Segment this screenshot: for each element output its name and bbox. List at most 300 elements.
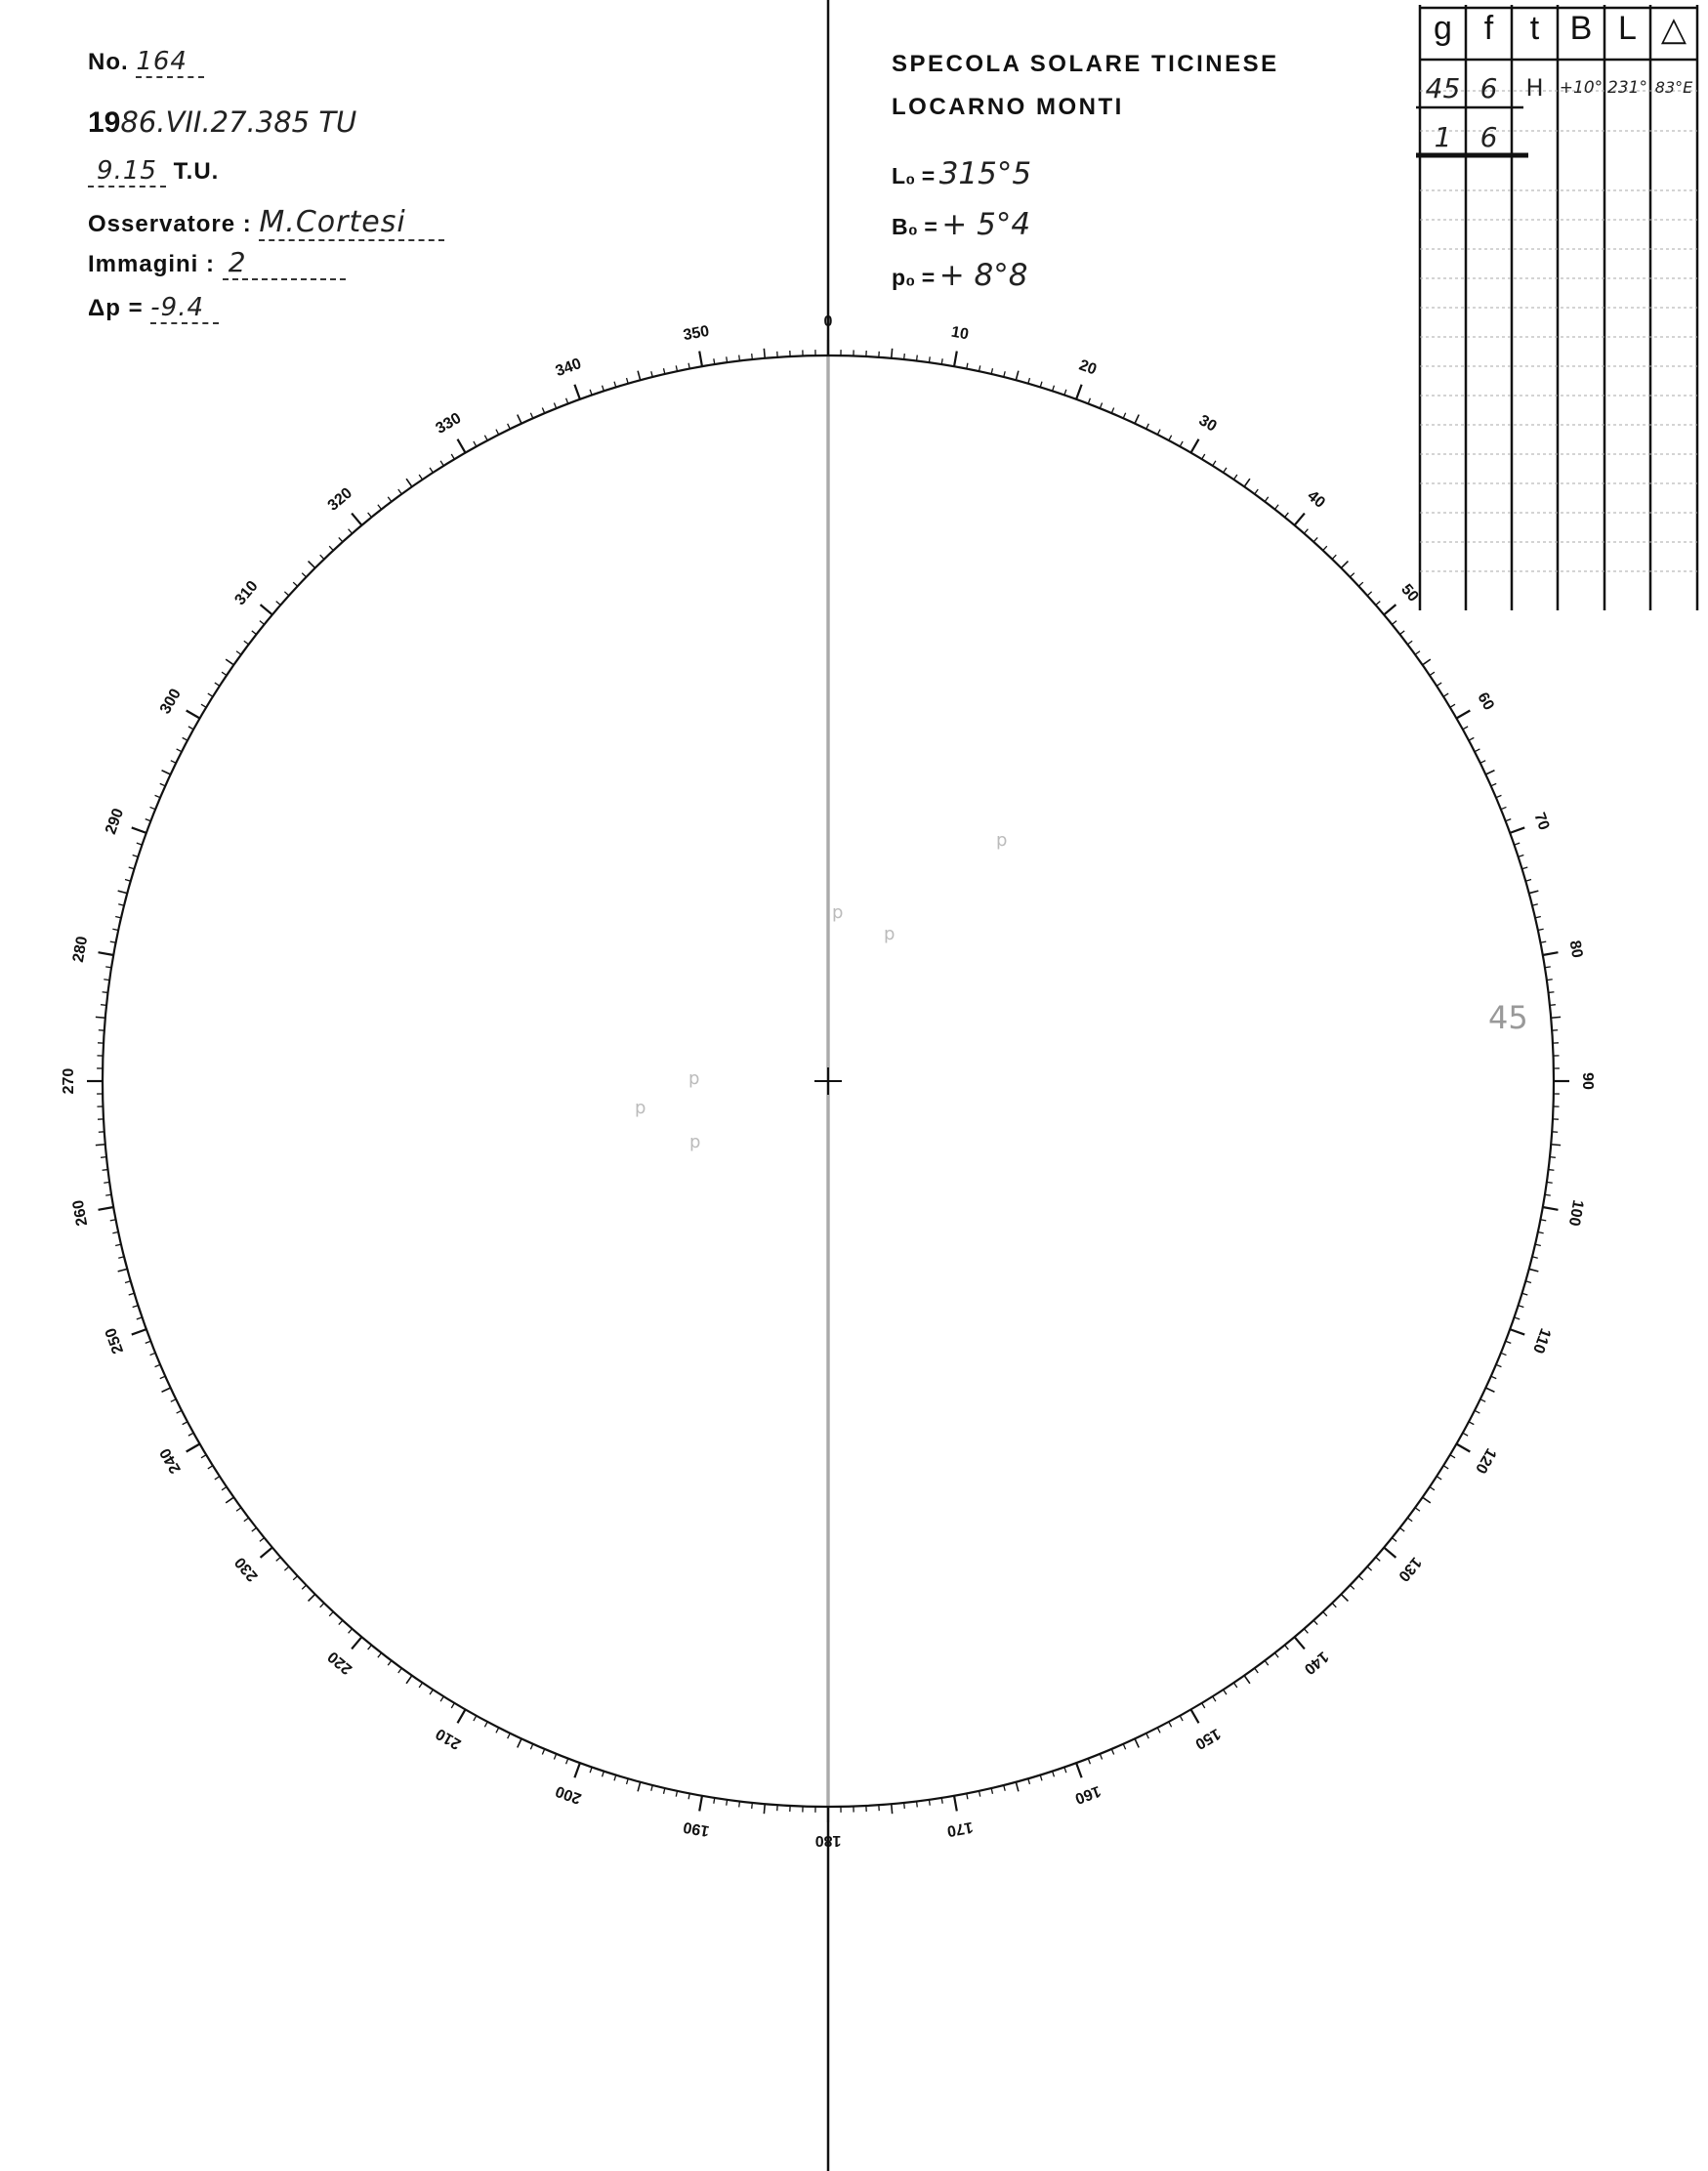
tick-328	[440, 461, 443, 466]
cell-r1-l: 231°	[1607, 78, 1647, 98]
tick-116	[1480, 1399, 1485, 1402]
tick-318	[339, 537, 343, 541]
tick-54	[1415, 651, 1420, 655]
tick-220	[352, 1637, 361, 1649]
tick-172	[929, 1800, 930, 1806]
degree-label-30: 30	[1195, 412, 1220, 436]
degree-label-90: 90	[1578, 1072, 1596, 1090]
tick-200	[574, 1763, 579, 1777]
tick-280	[99, 952, 114, 955]
col-header-b: B	[1569, 10, 1593, 47]
degree-label-0: 0	[823, 313, 833, 331]
tick-197	[614, 1775, 616, 1781]
tick-355	[764, 349, 765, 358]
cell-r2-f: 6	[1479, 121, 1498, 153]
tick-71	[1515, 843, 1521, 845]
spot-mark-3: p	[688, 1068, 700, 1089]
tick-81	[1545, 967, 1551, 968]
p0-value: + 8°8	[938, 258, 1028, 293]
tick-13	[991, 368, 992, 374]
tick-323	[388, 497, 392, 502]
tick-72	[1519, 856, 1524, 857]
tick-306	[236, 651, 241, 655]
tick-250	[132, 1329, 146, 1334]
tick-322	[378, 505, 382, 510]
tick-335	[518, 415, 521, 424]
tick-175	[892, 1804, 893, 1814]
tick-110	[1510, 1329, 1524, 1334]
tick-301	[201, 704, 206, 707]
tick-330	[458, 439, 466, 453]
degree-label-230: 230	[231, 1553, 262, 1585]
tick-287	[129, 867, 135, 869]
delta-p-value: -9.4	[150, 293, 219, 324]
tick-265	[96, 1145, 105, 1146]
tick-235	[226, 1497, 233, 1503]
spot-mark-4: p	[635, 1098, 646, 1118]
tick-336	[530, 413, 532, 418]
tick-63	[1475, 749, 1479, 752]
tick-52	[1399, 631, 1404, 635]
spot-mark-0: p	[996, 830, 1008, 851]
tick-60	[1456, 711, 1470, 719]
spot-mark-1: p	[832, 902, 844, 923]
degree-label-290: 290	[103, 806, 128, 837]
tick-347	[664, 368, 665, 374]
tick-196	[627, 1778, 629, 1784]
tick-290	[132, 827, 146, 832]
l0-label: L₀ =	[892, 163, 936, 188]
tick-83	[1548, 992, 1554, 993]
tick-7	[917, 355, 918, 361]
tick-141	[1285, 1645, 1289, 1649]
tick-68	[1501, 807, 1507, 809]
tick-140	[1295, 1637, 1305, 1649]
degree-label-270: 270	[61, 1067, 78, 1095]
tick-339	[566, 398, 568, 404]
cell-r1-t: H	[1525, 74, 1544, 102]
tick-228	[284, 1566, 288, 1570]
tick-161	[1064, 1768, 1066, 1774]
tick-230	[261, 1548, 272, 1558]
tick-53	[1407, 641, 1412, 645]
observer-label: Osservatore :	[88, 211, 252, 237]
tick-113	[1496, 1364, 1502, 1366]
tick-17	[1040, 382, 1042, 388]
tick-331	[474, 441, 477, 446]
tick-41	[1304, 529, 1308, 534]
tick-210	[458, 1709, 466, 1723]
tick-199	[590, 1768, 592, 1774]
tick-251	[137, 1317, 143, 1319]
b0-value: + 5°4	[941, 207, 1031, 242]
tick-163	[1040, 1775, 1042, 1781]
cell-r1-delta: 83°E	[1654, 78, 1693, 97]
tick-310	[261, 605, 272, 614]
spot-mark-5: p	[689, 1132, 701, 1152]
tick-314	[302, 573, 306, 577]
tick-316	[320, 555, 324, 559]
tick-25	[1135, 415, 1139, 424]
degree-label-40: 40	[1304, 487, 1328, 512]
tick-160	[1076, 1763, 1081, 1777]
tick-148	[1213, 1696, 1216, 1701]
tick-121	[1450, 1455, 1455, 1458]
observer-value: M.Cortesi	[259, 205, 444, 241]
tick-103	[1535, 1244, 1541, 1245]
tick-151	[1180, 1716, 1183, 1721]
tick-340	[574, 385, 579, 399]
tick-291	[146, 819, 151, 821]
tick-321	[368, 513, 372, 518]
tick-296	[171, 761, 176, 764]
tick-58	[1443, 693, 1448, 696]
tick-346	[651, 371, 652, 377]
tick-165	[1016, 1782, 1019, 1792]
tick-232	[252, 1527, 257, 1531]
tick-144	[1255, 1668, 1259, 1673]
tick-219	[368, 1645, 372, 1649]
degree-label-250: 250	[103, 1325, 128, 1357]
tick-135	[1341, 1594, 1348, 1601]
tick-325	[406, 479, 412, 486]
tick-302	[208, 693, 213, 696]
tick-57	[1437, 683, 1441, 686]
degree-label-20: 20	[1076, 356, 1100, 379]
tick-75	[1529, 891, 1539, 894]
tick-341	[590, 390, 592, 396]
tick-16	[1028, 378, 1030, 384]
tick-128	[1399, 1527, 1404, 1531]
tick-195	[638, 1782, 641, 1792]
tick-313	[293, 582, 297, 586]
tick-96	[1550, 1157, 1556, 1158]
tick-188	[727, 1800, 728, 1806]
tick-126	[1415, 1508, 1420, 1512]
tick-27	[1157, 430, 1160, 435]
tick-334	[508, 424, 511, 429]
col-header-f: f	[1483, 10, 1494, 47]
tick-190	[699, 1796, 702, 1812]
tick-284	[118, 904, 124, 905]
tick-154	[1146, 1733, 1149, 1738]
degree-label-220: 220	[324, 1648, 356, 1678]
tick-244	[171, 1399, 176, 1402]
degree-label-340: 340	[553, 355, 584, 381]
tick-67	[1496, 795, 1502, 797]
tick-146	[1233, 1683, 1236, 1688]
tick-286	[125, 880, 131, 882]
tick-39	[1285, 513, 1289, 518]
tick-33	[1224, 468, 1227, 473]
tick-45	[1341, 562, 1348, 568]
tick-28	[1169, 436, 1172, 440]
tick-65	[1485, 771, 1494, 774]
tick-56	[1430, 672, 1435, 675]
tick-69	[1506, 819, 1512, 821]
tick-125	[1423, 1497, 1431, 1503]
tick-10	[954, 352, 957, 367]
degree-label-350: 350	[682, 322, 711, 345]
degree-label-330: 330	[433, 409, 465, 438]
tick-137	[1323, 1611, 1327, 1615]
tick-186	[752, 1803, 753, 1809]
degree-label-300: 300	[156, 686, 185, 718]
tick-255	[118, 1269, 128, 1272]
tick-324	[398, 489, 402, 494]
tick-252	[133, 1306, 139, 1308]
tick-241	[188, 1433, 193, 1436]
tick-107	[1522, 1293, 1528, 1295]
tick-189	[714, 1798, 715, 1804]
tick-262	[104, 1182, 109, 1183]
tick-278	[104, 980, 109, 981]
tick-26	[1146, 424, 1149, 429]
col-header-g: g	[1434, 10, 1452, 47]
tick-221	[349, 1629, 353, 1634]
tick-97	[1548, 1170, 1554, 1171]
tick-256	[118, 1257, 124, 1258]
tick-122	[1443, 1466, 1448, 1469]
tick-104	[1532, 1257, 1538, 1258]
tick-275	[96, 1017, 105, 1018]
tick-333	[496, 430, 499, 435]
tick-157	[1111, 1749, 1113, 1755]
degree-label-200: 200	[553, 1781, 584, 1807]
tick-212	[440, 1696, 443, 1701]
tick-215	[406, 1676, 412, 1684]
tick-214	[419, 1683, 422, 1688]
tick-24	[1123, 413, 1125, 418]
tick-229	[276, 1557, 281, 1561]
tick-345	[638, 371, 641, 381]
tick-332	[484, 436, 487, 440]
cell-r1-b: +10°	[1559, 78, 1604, 98]
tick-276	[101, 1005, 106, 1006]
tick-307	[244, 641, 249, 645]
degree-label-80: 80	[1565, 939, 1586, 960]
tick-217	[388, 1660, 392, 1665]
tick-207	[496, 1728, 499, 1733]
tick-242	[183, 1422, 187, 1425]
tick-158	[1100, 1754, 1102, 1760]
tick-225	[309, 1594, 315, 1601]
tick-260	[99, 1207, 114, 1210]
tick-153	[1157, 1728, 1160, 1733]
tick-247	[155, 1364, 161, 1366]
tick-208	[484, 1722, 487, 1727]
tick-31	[1202, 454, 1205, 459]
tick-209	[474, 1716, 477, 1721]
tick-293	[155, 795, 161, 797]
tick-64	[1480, 761, 1485, 764]
degree-label-190: 190	[682, 1817, 711, 1840]
tick-249	[146, 1341, 151, 1343]
tick-292	[150, 807, 156, 809]
tick-263	[103, 1170, 108, 1171]
tick-164	[1028, 1778, 1030, 1784]
tick-303	[215, 683, 220, 686]
tick-253	[129, 1293, 135, 1295]
tick-288	[133, 856, 139, 857]
tick-317	[329, 546, 333, 550]
tick-304	[222, 672, 227, 675]
tick-9	[941, 358, 942, 364]
tick-51	[1392, 621, 1396, 625]
degree-label-70: 70	[1530, 810, 1553, 833]
b0-label: B₀ =	[892, 214, 937, 239]
tick-109	[1515, 1317, 1521, 1319]
tick-44	[1332, 555, 1336, 559]
tick-211	[451, 1703, 454, 1708]
tick-48	[1367, 592, 1371, 596]
tick-201	[566, 1759, 568, 1765]
tick-257	[115, 1244, 121, 1245]
tick-36	[1255, 489, 1259, 494]
tick-134	[1350, 1585, 1354, 1589]
tick-42	[1313, 537, 1317, 541]
tick-294	[160, 783, 165, 785]
tick-222	[339, 1620, 343, 1624]
tick-119	[1463, 1433, 1468, 1436]
tick-136	[1332, 1603, 1336, 1607]
tick-204	[530, 1744, 532, 1749]
degree-label-280: 280	[69, 935, 92, 964]
record-number-value: 164	[136, 47, 204, 78]
degree-label-320: 320	[324, 484, 356, 515]
tick-77	[1535, 917, 1541, 918]
tick-142	[1274, 1652, 1278, 1657]
degree-label-60: 60	[1474, 689, 1497, 714]
tick-240	[187, 1444, 200, 1452]
tick-34	[1233, 475, 1236, 480]
tick-226	[302, 1585, 306, 1589]
tick-224	[320, 1603, 324, 1607]
tick-59	[1450, 704, 1455, 707]
tick-231	[260, 1538, 265, 1542]
tick-30	[1191, 439, 1199, 453]
tick-95	[1551, 1145, 1561, 1146]
tick-73	[1522, 867, 1528, 869]
tick-6	[904, 354, 905, 359]
tick-155	[1135, 1738, 1139, 1747]
tick-185	[764, 1804, 765, 1814]
tick-143	[1265, 1660, 1269, 1665]
tick-114	[1491, 1376, 1496, 1378]
tick-338	[554, 403, 556, 409]
degree-label-130: 130	[1395, 1553, 1425, 1585]
tick-76	[1532, 904, 1538, 905]
tick-305	[226, 659, 233, 665]
col-header-t: t	[1529, 10, 1540, 47]
tick-194	[651, 1785, 652, 1791]
tick-15	[1016, 371, 1019, 381]
tick-80	[1543, 952, 1559, 955]
date-prefix: 19	[88, 106, 121, 139]
tick-245	[162, 1388, 171, 1392]
tick-343	[614, 382, 616, 388]
tick-309	[260, 621, 265, 625]
tick-46	[1350, 573, 1354, 577]
tick-84	[1550, 1005, 1556, 1006]
tick-162	[1053, 1772, 1055, 1777]
tick-130	[1384, 1548, 1396, 1558]
tick-124	[1430, 1486, 1435, 1489]
degree-label-210: 210	[433, 1725, 465, 1753]
tick-227	[293, 1576, 297, 1580]
degree-label-240: 240	[156, 1444, 185, 1477]
tick-285	[118, 891, 128, 894]
tick-352	[727, 356, 728, 362]
tick-248	[150, 1353, 156, 1355]
tick-283	[115, 917, 121, 918]
tick-147	[1224, 1690, 1227, 1694]
tick-131	[1376, 1557, 1381, 1561]
degree-label-110: 110	[1528, 1325, 1554, 1356]
tick-22	[1100, 403, 1102, 409]
tick-145	[1244, 1676, 1250, 1684]
tick-156	[1123, 1744, 1125, 1749]
tick-29	[1180, 441, 1183, 446]
tick-55	[1423, 659, 1431, 665]
tick-19	[1064, 390, 1066, 396]
tick-152	[1169, 1722, 1172, 1727]
tick-139	[1304, 1629, 1308, 1634]
tick-205	[518, 1738, 521, 1747]
tick-123	[1437, 1477, 1441, 1480]
tick-37	[1265, 497, 1269, 502]
tick-18	[1053, 386, 1055, 392]
tick-350	[699, 352, 702, 367]
tick-21	[1088, 398, 1090, 404]
tick-47	[1358, 582, 1362, 586]
tick-319	[349, 529, 353, 534]
tick-329	[451, 454, 454, 459]
tick-223	[329, 1611, 333, 1615]
tick-342	[603, 386, 604, 392]
tick-234	[236, 1508, 241, 1512]
tick-344	[627, 378, 629, 384]
tick-298	[183, 737, 187, 740]
tick-187	[739, 1801, 740, 1807]
tick-112	[1501, 1353, 1507, 1355]
tick-299	[188, 727, 193, 730]
tick-279	[105, 967, 111, 968]
tick-218	[378, 1652, 382, 1657]
tick-264	[101, 1157, 106, 1158]
tick-173	[917, 1801, 918, 1807]
tick-132	[1367, 1566, 1371, 1570]
tick-117	[1475, 1410, 1479, 1413]
degree-label-10: 10	[949, 323, 971, 344]
tick-138	[1313, 1620, 1317, 1624]
record-number-label: No.	[88, 49, 129, 75]
p0-label: p₀ =	[892, 265, 936, 290]
tick-32	[1213, 461, 1216, 466]
tick-170	[954, 1796, 957, 1812]
tick-108	[1519, 1306, 1524, 1308]
tick-261	[105, 1194, 111, 1195]
tick-213	[430, 1690, 433, 1694]
l0-value: 315°5	[938, 156, 1032, 191]
tick-289	[137, 843, 143, 845]
tick-171	[941, 1798, 942, 1804]
tick-106	[1525, 1281, 1531, 1283]
tick-166	[1004, 1785, 1005, 1791]
tick-174	[904, 1803, 905, 1809]
degree-label-140: 140	[1300, 1648, 1332, 1678]
cell-r1-g: 45	[1425, 72, 1461, 104]
